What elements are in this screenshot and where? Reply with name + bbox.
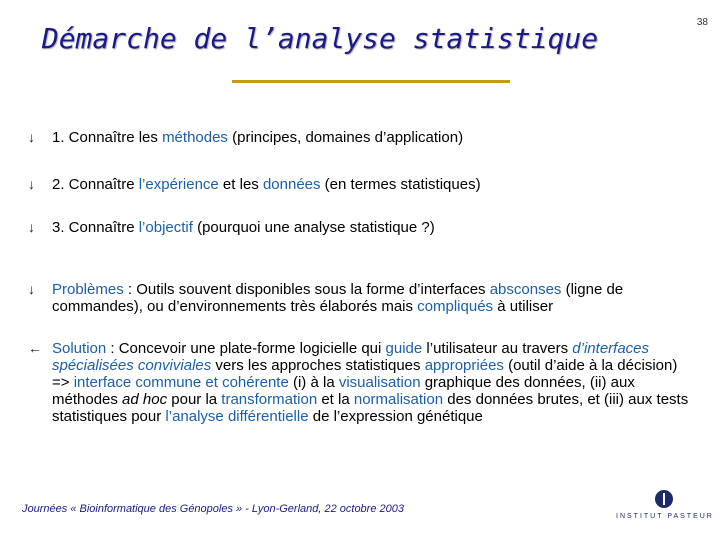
down-arrow-icon: ↓ (28, 176, 35, 192)
bullet-text: 1. Connaître les méthodes (principes, domaines d’application) (52, 129, 464, 146)
slide-title: Démarche de l’analyse statistique (41, 22, 599, 55)
title-underline (232, 80, 510, 83)
page-number: 38 (696, 17, 708, 28)
down-arrow-icon: ↓ (28, 219, 35, 235)
institut-pasteur-logo (616, 490, 712, 526)
bullet-objective (28, 219, 690, 236)
bullet-methods (28, 129, 690, 146)
bullet-text: 3. Connaître l’objectif (pourquoi une analyse statistique ?) (52, 219, 435, 236)
left-arrow-icon: ← (28, 340, 42, 356)
bullet-experience (28, 176, 690, 193)
bullet-problems (28, 281, 690, 315)
logo-caption: INSTITUT PASTEUR (616, 513, 714, 520)
solution-text: Solution : Concevoir une plate-forme logicielle qui guide l’utilisateur au travers d’interfaces spécialisées conviviales vers les approches statistiques appropriées (outil d’aide à la décision) => interface commune et cohérente (i) à la visualisation graphique des données, (ii) aux méthodes ad hoc pour la transformation et la normalisation des données brutes, et (iii) aux tests statistiques pour l’analyse différentielle de l’expression génétique (52, 340, 689, 425)
pasteur-logo-icon (655, 490, 673, 508)
down-arrow-icon: ↓ (28, 129, 35, 145)
bullet-solution (28, 340, 690, 425)
down-arrow-icon: ↓ (28, 281, 35, 297)
bullet-text: 2. Connaître l’expérience et les données (en termes statistiques) (52, 176, 481, 193)
problems-text: Problèmes : Outils souvent disponibles sous la forme d’interfaces absconses (ligne de commandes), ou d’environnements très élaborés mais compliqués à utiliser (52, 281, 624, 315)
footer-text: Journées « Bioinformatique des Génopoles » - Lyon-Gerland, 22 octobre 2003 (22, 503, 404, 515)
